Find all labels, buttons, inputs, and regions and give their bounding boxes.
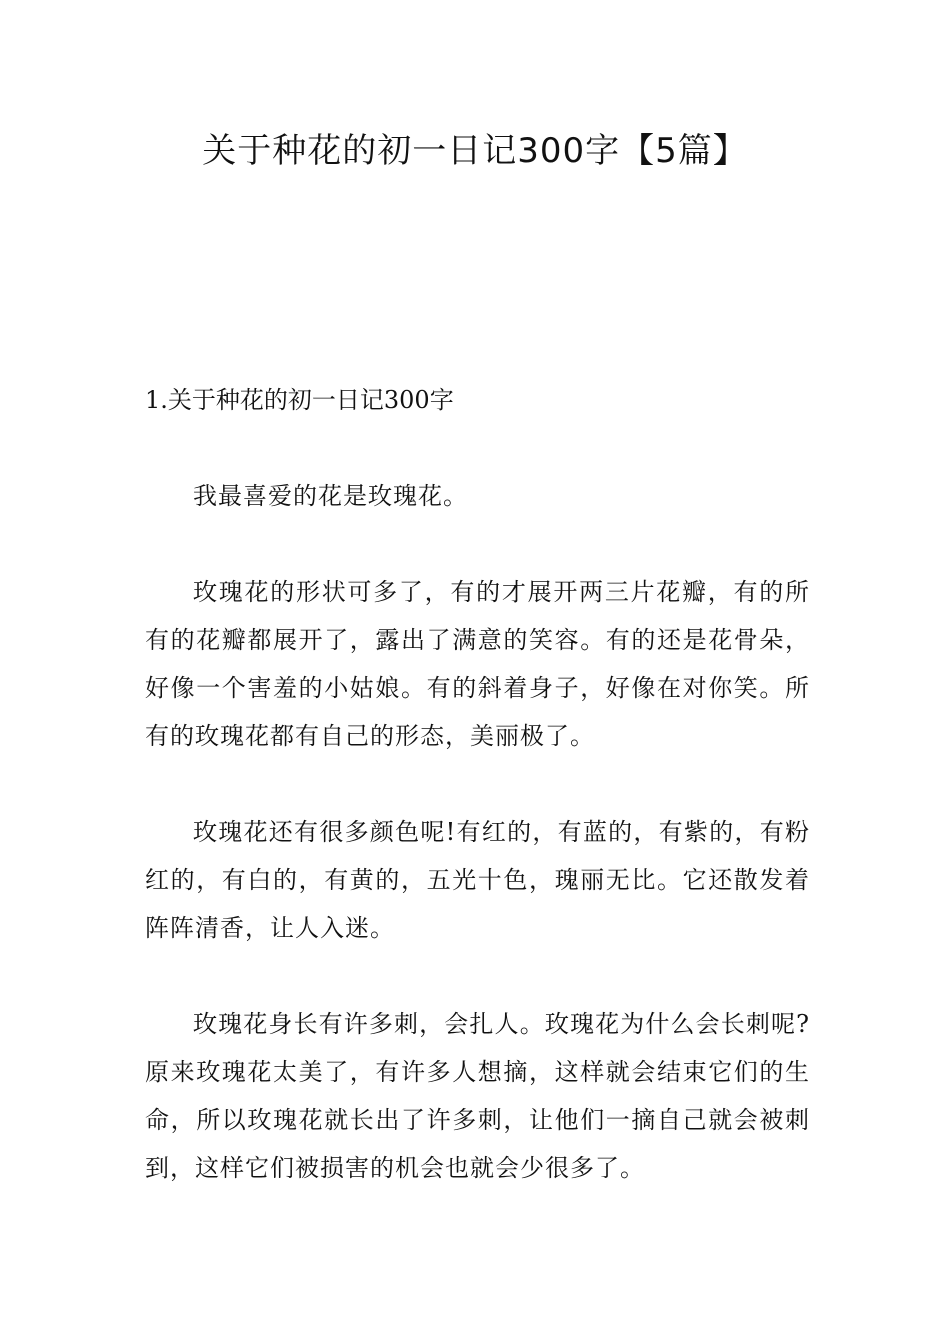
paragraph: 玫瑰花身长有许多刺，会扎人。玫瑰花为什么会长刺呢?原来玫瑰花太美了，有许多人想摘，这样就会结束它们的生命，所以玫瑰花就长出了许多刺，让他们一摘自己就会被刺到，这样它们被损害的机会也就会少很多了。 [145,1010,810,1182]
document-body [145,376,810,1192]
section-heading: 1.关于种花的初一日记300字 [145,386,454,414]
document-title: 关于种花的初一日记300字【5篇】 [202,131,748,171]
paragraph: 我最喜爱的花是玫瑰花。 [193,482,468,510]
paragraph: 玫瑰花还有很多颜色呢!有红的，有蓝的，有紫的，有粉红的，有白的，有黄的，五光十色，瑰丽无比。它还散发着阵阵清香，让人入迷。 [145,818,810,942]
paragraph: 玫瑰花的形状可多了，有的才展开两三片花瓣，有的所有的花瓣都展开了，露出了满意的笑容。有的还是花骨朵，好像一个害羞的小姑娘。有的斜着身子，好像在对你笑。所有的玫瑰花都有自己的形态，美丽极了。 [145,578,810,750]
